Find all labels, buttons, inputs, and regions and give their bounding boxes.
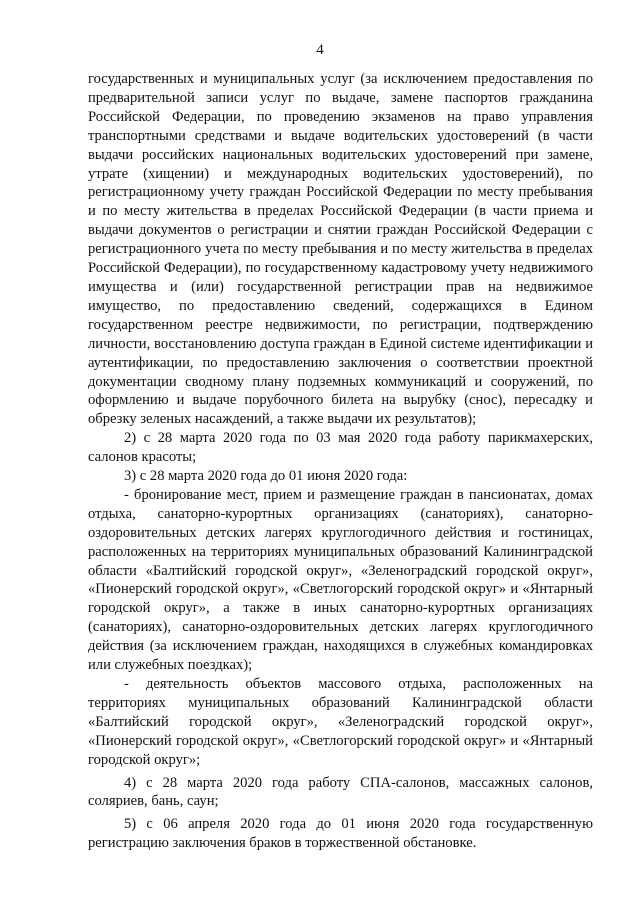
document-body — [88, 70, 593, 853]
paragraph-item-5: 5) с 06 апреля 2020 года до 01 июня 2020 года государственную регистрацию заключения браков в торжественной обстановке. — [88, 816, 593, 852]
page-number: 4 — [316, 42, 324, 58]
paragraph-services-continuation: государственных и муниципальных услуг (за исключением предоставления по предварительной записи услуг по выдаче, замене паспортов гражданина Российской Федерации, по проведению экзаменов на право управления транспортными средствами и выдаче водительских удостоверений (в части выдачи российских национальных водительских удостоверений при замене, утрате (хищении) и международных водительских удостоверений), по регистрационному учету граждан Российской Федерации по месту пребывания и по месту жительства в пределах Российской Федерации (в части приема и выдачи документов о регистрации и снятии граждан Российской Федерации с регистрационного учета по месту пребывания и по месту жительства в пределах Российской Федерации), по государственному кадастровому учету недвижимого имущества и (или) государственной регистрации прав на недвижимое имущество, по предоставлению сведений, содержащихся в Едином государственном реестре недвижимости, по регистрации, подтверждению личности, восстановлению доступа граждан в Единой системе идентификации и аутентификации, по предоставлению заключения о соответствии проектной документации сводному плану подземных коммуникаций и сооружений, по оформлению и выдаче порубочного билета на вырубку (снос), пересадку и обрезку зеленых насаждений, а также выдачи их результатов); — [88, 71, 593, 428]
paragraph-item-3: 3) с 28 марта 2020 года до 01 июня 2020 года: — [124, 468, 408, 485]
paragraph-item-3-bullet-recreation: - деятельность объектов массового отдыха, расположенных на территориях муниципальных образований Калининградской области «Балтийский городской округ», «Зеленоградский городской округ», «Пионерский городской округ», «Светлогорский городской округ» и «Янтарный городской округ»; — [88, 676, 593, 768]
paragraph-item-4: 4) с 28 марта 2020 года работу СПА-салонов, массажных салонов, соляриев, бань, саун; — [88, 774, 593, 810]
paragraph-item-3-bullet-booking: - бронирование мест, прием и размещение граждан в пансионатах, домах отдыха, санаторно-курортных организациях (санаториях), санаторно-оздоровительных детских лагерях круглогодичного действия и гостиницах, расположенных на территориях муниципальных образований Калининградской области «Балтийский городской округ», «Зеленоградский городской округ», «Пионерский городской округ», «Светлогорский городской округ» и «Янтарный городской округ», а также в иных санаторно-курортных организациях (санаториях), санаторно-оздоровительных детских лагерях круглогодичного действия (за исключением граждан, находящихся в служебных командировках или служебных поездках); — [88, 486, 593, 674]
paragraph-item-2: 2) с 28 марта 2020 года по 03 мая 2020 года работу парикмахерских, салонов красоты; — [88, 430, 593, 466]
